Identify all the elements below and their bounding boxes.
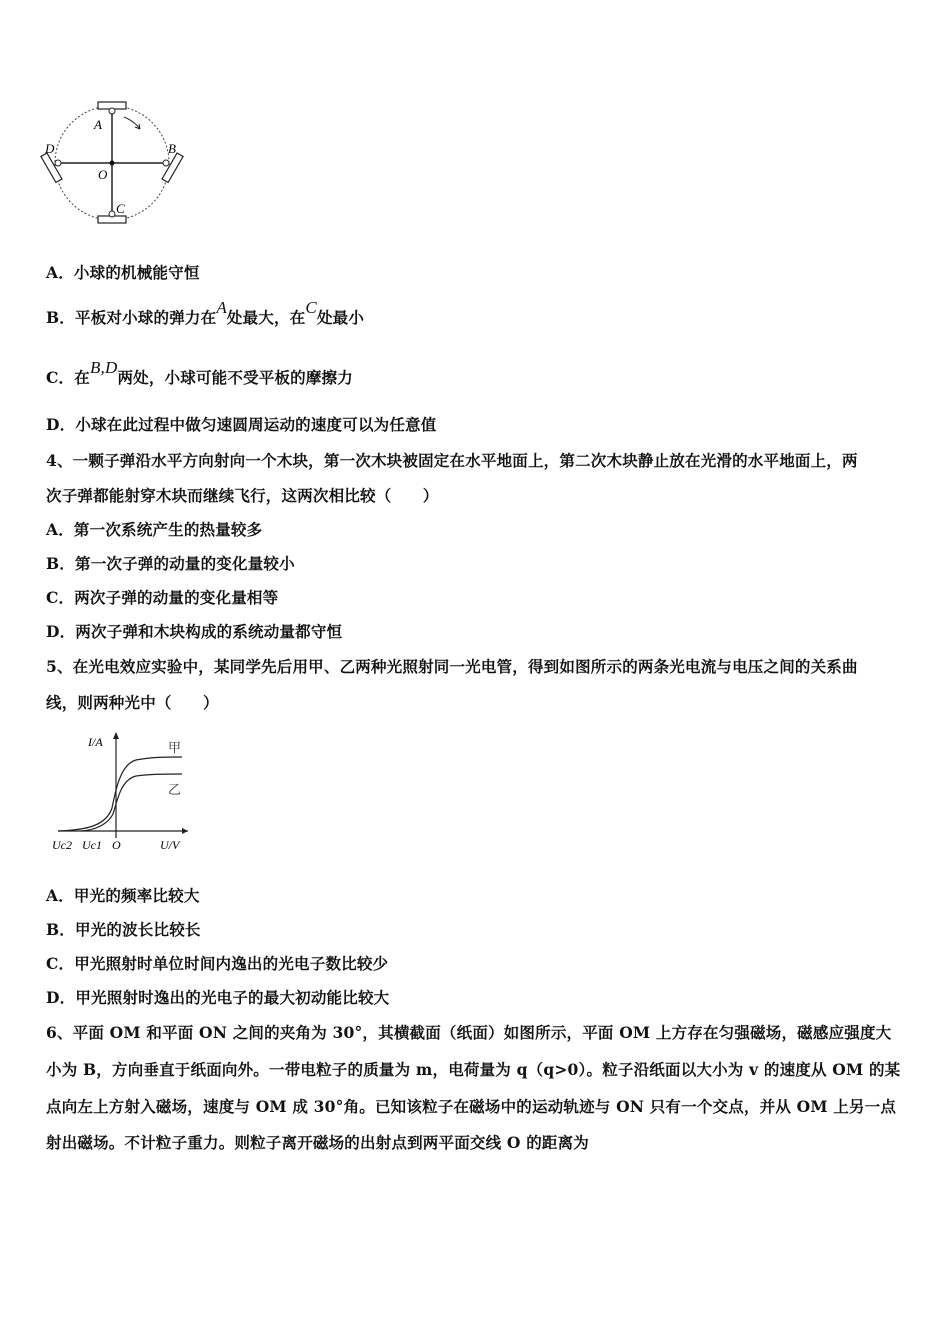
q3-option-b-mid: 处最大，在: [226, 308, 306, 327]
q3-option-c-var: B,D: [89, 358, 118, 377]
label-D: D: [45, 141, 55, 156]
tick-uc2: Uc2: [52, 838, 72, 852]
q3-option-a: A．小球的机械能守恒: [46, 263, 200, 282]
q5-stem-line2: 线，则两种光中（ ）: [46, 693, 219, 712]
q5-option-c: C．甲光照射时单位时间内逸出的光电子数比较少: [46, 954, 389, 973]
q3-option-d: D．小球在此过程中做匀速圆周运动的速度可以为任意值: [46, 415, 437, 434]
plate-right: [162, 153, 183, 182]
ball-left: [55, 160, 61, 166]
q4-stem-line1: 4、一颗子弹沿水平方向射向一个木块，第一次木块被固定在水平地面上，第二次木块静止放在光滑的水平地面上，两: [46, 451, 858, 470]
q4-option-d: D．两次子弹和木块构成的系统动量都守恒: [46, 622, 343, 641]
legend-jia: 甲: [168, 740, 182, 755]
q6-line3: 点向左上方射入磁场，速度与 OM 成 30°角。已知该粒子在磁场中的运动轨迹与 ON 只有一个交点，并从 OM 上另一点: [46, 1097, 897, 1116]
q3-option-b-var2: C: [305, 298, 317, 317]
q3-option-b-var1: A: [216, 298, 227, 317]
curve-yi: [81, 774, 182, 831]
center-point: [110, 161, 115, 166]
q6-line1: 6、平面 OM 和平面 ON 之间的夹角为 30°，其横截面（纸面）如图所示，平面 OM 上方存在匀强磁场，磁感应强度大: [46, 1023, 892, 1042]
q6-line4: 射出磁场。不计粒子重力。则粒子离开磁场的出射点到两平面交线 O 的距离为: [46, 1133, 589, 1152]
q3-option-c-post: 两处，小球可能不受平板的摩擦力: [117, 368, 353, 387]
ball-top: [109, 108, 115, 114]
q3-option-c: [46, 358, 353, 388]
q3-option-b-pre: B．平板对小球的弹力在: [46, 308, 217, 327]
q5-stem-line1: 5、在光电效应实验中，某同学先后用甲、乙两种光照射同一光电管，得到如图所示的两条光电流与电压之间的关系曲: [46, 657, 858, 676]
circular-motion-figure: [40, 95, 190, 230]
label-C: C: [116, 201, 125, 216]
rotation-arrow-icon: [124, 117, 140, 129]
y-axis-label: I/A: [88, 735, 103, 749]
q3-option-c-pre: C．在: [46, 368, 90, 387]
tick-uc1: Uc1: [82, 838, 102, 852]
legend-yi: 乙: [168, 782, 182, 797]
q4-option-b: B．第一次子弹的动量的变化量较小: [46, 554, 295, 573]
x-axis-arrow-icon: [182, 828, 188, 834]
y-axis-arrow-icon: [113, 732, 119, 739]
q5-option-b: B．甲光的波长比较长: [46, 920, 201, 939]
photoelectric-chart: [46, 728, 196, 858]
q5-option-a: A．甲光的频率比较大: [46, 886, 200, 905]
q4-option-a: A．第一次系统产生的热量较多: [46, 520, 263, 539]
plate-left: [41, 153, 62, 182]
q3-option-b-post: 处最小: [316, 308, 365, 327]
q3-option-b: [46, 298, 365, 328]
q4-option-c: C．两次子弹的动量的变化量相等: [46, 588, 279, 607]
ball-right: [163, 160, 169, 166]
q4-stem-line2: 次子弹都能射穿木块而继续飞行，这两次相比较（ ）: [46, 486, 439, 505]
q5-option-d: D．甲光照射时逸出的光电子的最大初动能比较大: [46, 988, 390, 1007]
ball-bottom: [109, 211, 115, 217]
q6-line2: 小为 B，方向垂直于纸面向外。一带电粒子的质量为 m，电荷量为 q（q>0）。粒子沿纸面以大小为 v 的速度从 OM 的某: [46, 1060, 901, 1079]
tick-origin: O: [112, 838, 121, 852]
label-O: O: [98, 167, 108, 182]
curve-jia: [58, 757, 182, 831]
x-axis-label: U/V: [160, 838, 180, 852]
label-B: B: [168, 141, 176, 156]
label-A: A: [94, 117, 102, 132]
